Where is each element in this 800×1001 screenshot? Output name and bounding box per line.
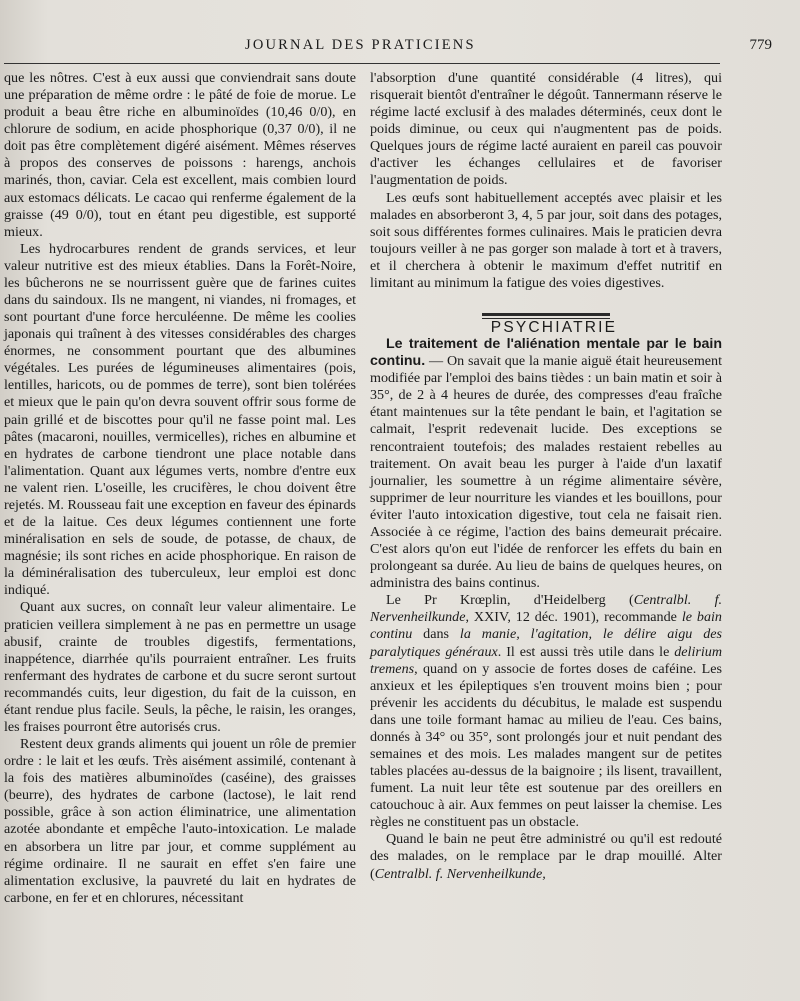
text-run: . Il est aussi très utile dans le [497,643,675,660]
section-divider-thick [482,313,610,316]
paragraph [370,831,722,882]
paragraph: Les hydrocarbures rendent de grands services, et leur valeur nutritive est des mieux établies. Dans la Forêt-Noire, les bûcherons ne se nourrissent guère que de farines cuites dans du saindoux. Ils ne mangent, ni viandes, ni fromages, et sont pourtant d'une force herculéenne. De même les coolies japonais qui traînent à des vitesses considérables des charges énormes, ne consomment pourtant que des albumines végétales. Les purées de légumineuses alimentaires (pois, lentilles, haricots, ou de pommes de terre), sont bien tolérées et mieux que le pain qu'on devra souvent offrir sous forme de pain grillé et de biscottes pour qu'il ne fasse point mal. Les pâtes (macaroni, nouilles, vermicelles), riches en albumine et en hydrates de carbone tiendront une place notable dans l'alimentation. Quant aux légumes verts, nombre d'entre eux ne valent rien. L'oseille, les crucifères, le chou doivent être rejetés. M. Rousseau fait une exception en faveur des épinards et de la laitue. Ces deux légumes contiennent une forte minéralisation en sels de soude, de potasse, de chaux, de magnésie; ils sont riches en acide phosphorique. En raison de la déminéralisation des tuberculeux, leur emploi est donc indiqué. [4,240,356,599]
paragraph: l'absorption d'une quantité considérable (4 litres), qui risquerait bientôt d'entraîner le dégoût. Tannermann réserve le régime lacté exclusif à des malades déterminés, ceux dont le poids diminue, ou ceux qui n'augmentent pas de poids. Quelques jours de régime lacté auraient en pareil cas pouvoir d'activer les échanges cellulaires et de favoriser l'augmentation de poids. [370,70,722,189]
article-title: Le traitement de l'aliénation mentale par le bain continu. [370,336,722,370]
running-title: JOURNAL DES PRATICIENS [245,37,476,53]
article-text: — On savait que la manie aiguë était heureusement modifiée par l'emploi des bains tièdes : un bain matin et soir à 35°, de 2 à 4 heures de durée, des compresses d'eau fraîche étant maintenues sur la tête pendant le bain, et l'agitation se calmait, l'esprit redevenait lucide. Des exceptions se rencontraient toutefois; des malades restaient rebelles au traitement. On avait beau les purger à l'aide d'un laxatif journalier, les soumettre à un régime alimentaire sévère, supprimer de leur nourriture les viandes et les bouillons, pour éviter l'auto intoxication digestive, tout cela ne faisait rien. Associée à ce régime, l'action des bains demeurait précaire. C'est alors qu'on eut l'idée de renforcer les effets du bain en prolongeant sa durée. Au lieu de bains de quelques heures, on administra des bains continus. [370,353,722,592]
article-paragraph [370,336,722,592]
paragraph: Restent deux grands aliments qui jouent un rôle de premier ordre : le lait et les œufs. Très aisément assimilé, contenant à la fois des matières albuminoïdes (caséine), des graisses (beurre), des hydrates de carbone (lactose), le lait rend possible, grâce à son action éliminatrice, une alimentation azotée abondante et empêche l'auto-intoxication. Le malade en absorbera un litre par jour, et comme supplément au régime ordinaire. Il ne saurait en effet s'en faire une alimentation exclusive, la pauvreté du lait en hydrates de carbone, en fer et en chlorures, nécessitant [4,736,356,906]
italic-term: delirium tremens [370,643,722,677]
paragraph: que les nôtres. C'est à eux aussi que conviendrait sans doute une préparation de même ordre : le pâté de foie de morue. Le produit a beau être riche en albuminoïdes (10,46 0/0), en chlorure de sodium, en acide phosphorique (0,37 0/0), il ne doit pas être complètement digéré aisément. Mêmes réserves à propos des conserves de poissons : harengs, anchois marinés, thon, caviar. Cela est excellent, mais combien lourd aux estomacs délicats. Le cacao qui renferme également de la graisse (49 0/0), tout en étant peu digestible, est supporté mieux. [4,70,356,240]
header-rule [4,63,720,64]
text-run: Quand le bain ne peut être administré ou qu'il est redouté des malades, on le remplace par le drap mouillé. Alter ( [370,831,722,882]
text-run: dans [412,626,460,643]
paragraph: Les œufs sont habituellement acceptés avec plaisir et les malades en absorberont 3, 4, 5 par jour, soit dans des potages, soit sous différentes formes culinaires. Mais le praticien devra toujours veiller à ne pas gorger son malade à tort et à travers, et il cherchera à obtenir le maximum d'effet nutritif en limitant au minimum la fatigue des voies digestives. [370,189,722,291]
section-heading: PSYCHIATRIE [490,319,618,337]
citation: Centralbl. f. Nervenheilkunde [370,592,723,626]
text-run: , quand on y associe de fortes doses de caféine. Les anxieux et les épileptiques s'en trouvent moins bien ; pour prévenir les accidents du décubitus, le malade est suspendu dans une toile formant hamac au milieu de l'eau. Ces bains, donnés à 34° ou 35°, sont prolongés jour et nuit pendant des semaines et des mois. Les malades mangent sur de petites tables placées au-dessus de la baignoire ; ils lisent, travaillent, fument. La nuit leur tête est soutenue par des oreillers en catouchouc à air. Aux femmes on peut laisser la chemise. Les règles ne constituent pas un obstacle. [370,660,722,831]
text-run: , XXIV, 12 déc. 1901), recommande [465,609,682,626]
text-run: Le Pr Krœplin, d'Heidelberg ( [386,592,634,609]
right-column [370,70,722,883]
italic-term: le bain continu [370,609,722,643]
paragraph [370,592,722,831]
left-column [4,70,356,907]
paragraph: Quant aux sucres, on connaît leur valeur alimentaire. Le praticien veillera simplement à ne pas en permettre un usage abusif, crainte de troubles digestifs, fermentations, inappétence, diarrhée qu'ils pourraient entraîner. Les fruits renfermant des hydrates de carbone et du sucre seront surtout recommandés cuits, leur digestion, du fait de la cuisson, en étant rendue plus facile. Seuls, la pêche, le raisin, les oranges, les fraises pourront être autorisés crus. [4,599,356,735]
page-header [0,33,800,55]
page-number: 779 [749,37,772,53]
italic-term: la manie, l'agitation, le délire aigu des paralytiques généraux [370,626,722,660]
citation: Centralbl. f. Nervenheilkunde, [374,865,546,882]
